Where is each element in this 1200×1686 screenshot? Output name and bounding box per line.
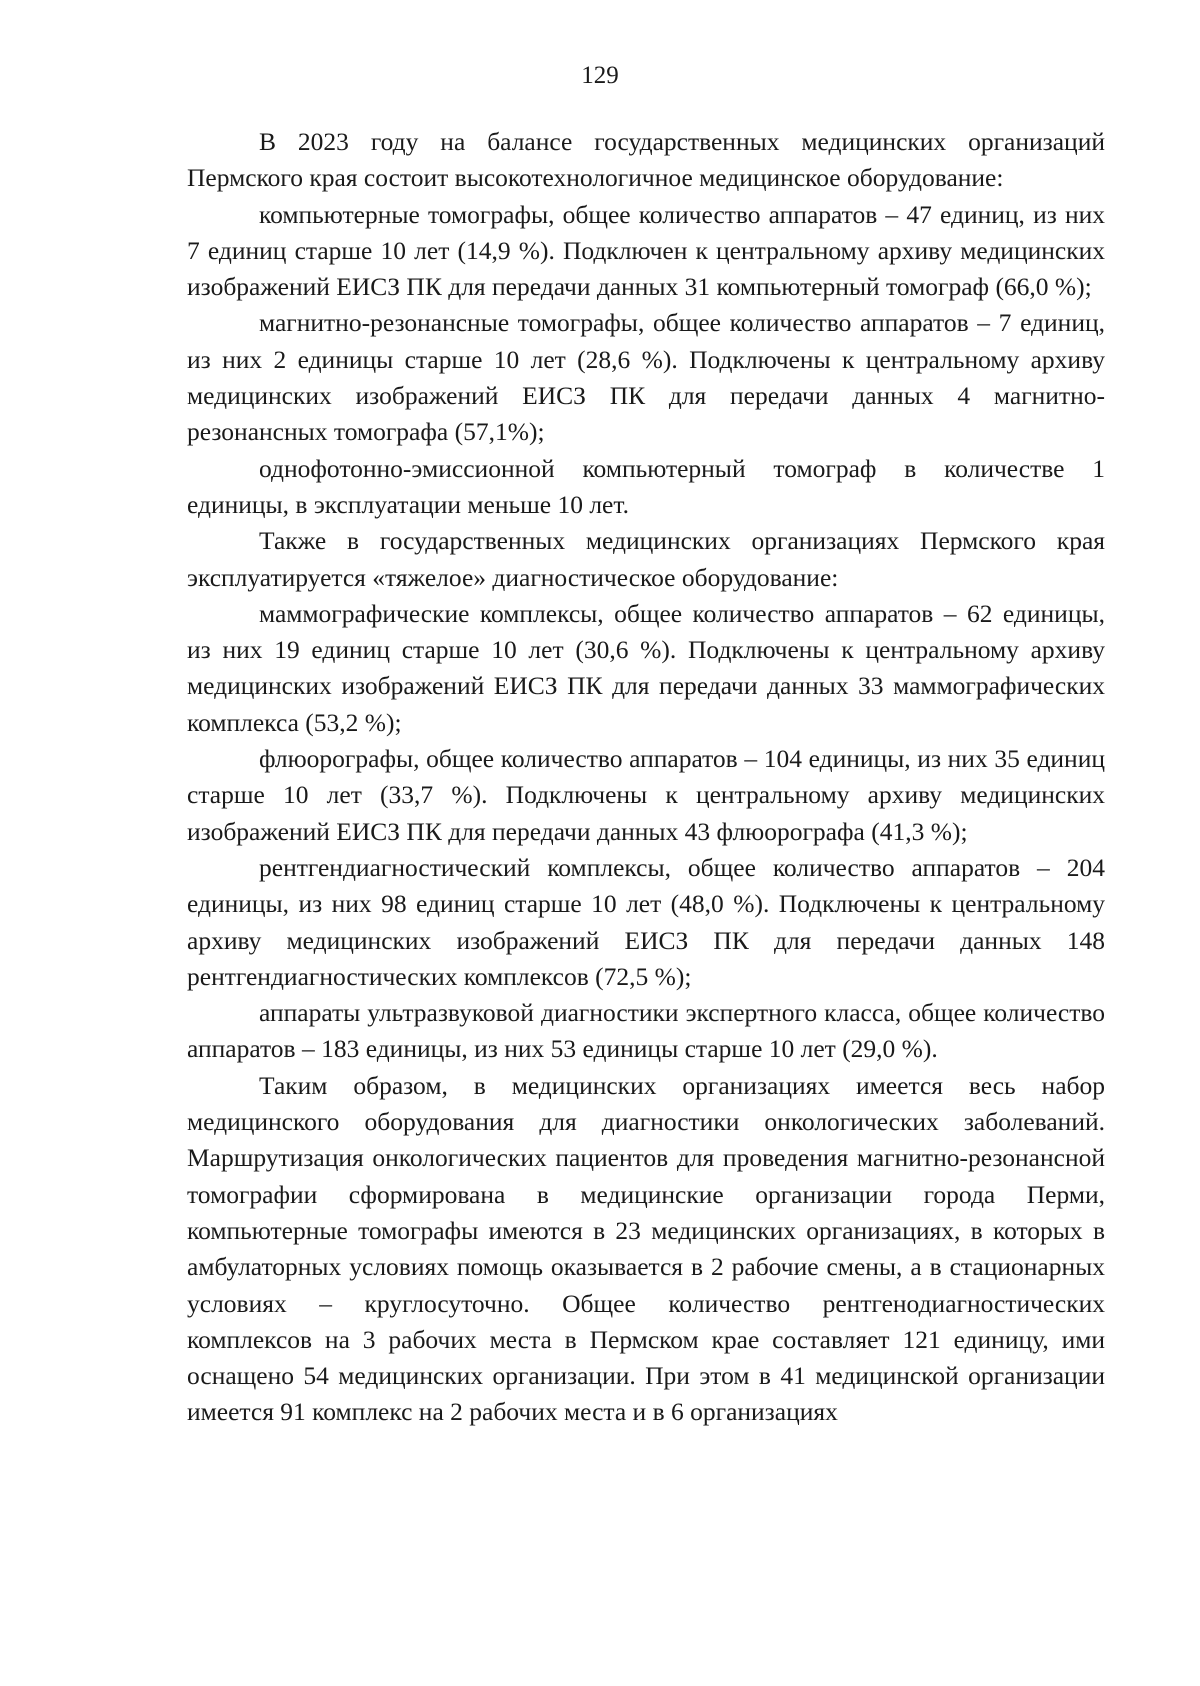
paragraph-mri-scanners: магнитно-резонансные томографы, общее количество аппаратов – 7 единиц, из них 2 единицы старше 10 лет (28,6 %). Подключены к центральному архиву медицинских изображений ЕИСЗ ПК для передачи данных 4 магнитно-резонансных томографа (57,1%); [187,308,1105,447]
paragraph-ultrasound: аппараты ультразвуковой диагностики экспертного класса, общее количество аппаратов – 183 единицы, из них 53 единицы старше 10 лет (29,0 %). [187,998,1105,1064]
paragraph-intro-heavy-equipment: Также в государственных медицинских организациях Пермского края эксплуатируется «тяжелое» диагностическое оборудование: [187,526,1105,592]
paragraph-fluorography: флюорографы, общее количество аппаратов – 104 единицы, из них 35 единиц старше 10 лет (33,7 %). Подключены к центральному архиву медицинских изображений ЕИСЗ ПК для передачи данных 43 флюорографа (41,3 %); [187,744,1105,846]
paragraph-summary: Таким образом, в медицинских организациях имеется весь набор медицинского оборудования для диагностики онкологических заболеваний. Маршрутизация онкологических пациентов для проведения магнитно-резонансной томографии сформирована в медицинские организации города Перми, компьютерные томографы имеются в 23 медицинских организациях, в которых в амбулаторных условиях помощь оказывается в 2 рабочие смены, а в стационарных условиях – круглосуточно. Общее количество рентгенодиагностических комплексов на 3 рабочих места в Пермском крае составляет 121 единицу, ими оснащено 54 медицинских организации. При этом в 41 медицинской организации имеется 91 комплекс на 2 рабочих места и в 6 организациях [187,1070,1105,1427]
paragraph-mammography: маммографические комплексы, общее количество аппаратов – 62 единицы, из них 19 единиц старше 10 лет (30,6 %). Подключены к центральному архиву медицинских изображений ЕИСЗ ПК для передачи данных 33 маммографических комплекса (53,2 %); [187,598,1105,737]
paragraph-x-ray-complexes: рентгендиагностический комплексы, общее количество аппаратов – 204 единицы, из них 98 единиц старше 10 лет (48,0 %). Подключены к центральному архиву медицинских изображений ЕИСЗ ПК для передачи данных 148 рентгендиагностических комплексов (72,5 %); [187,852,1105,991]
paragraph-ct-scanners: компьютерные томографы, общее количество аппаратов – 47 единиц, из них 7 единиц старше 10 лет (14,9 %). Подключен к центральному архиву медицинских изображений ЕИСЗ ПК для передачи данных 31 компьютерный томограф (66,0 %); [187,199,1105,302]
document-body [187,124,1105,1431]
paragraph-spect-scanner: однофотонно-эмиссионной компьютерный томограф в количестве 1 единицы, в эксплуатации меньше 10 лет. [187,453,1105,519]
page-number: 129 [581,62,619,89]
paragraph-intro-high-tech: В 2023 году на балансе государственных медицинских организаций Пермского края состоит высокотехнологичное медицинское оборудование: [187,127,1105,193]
